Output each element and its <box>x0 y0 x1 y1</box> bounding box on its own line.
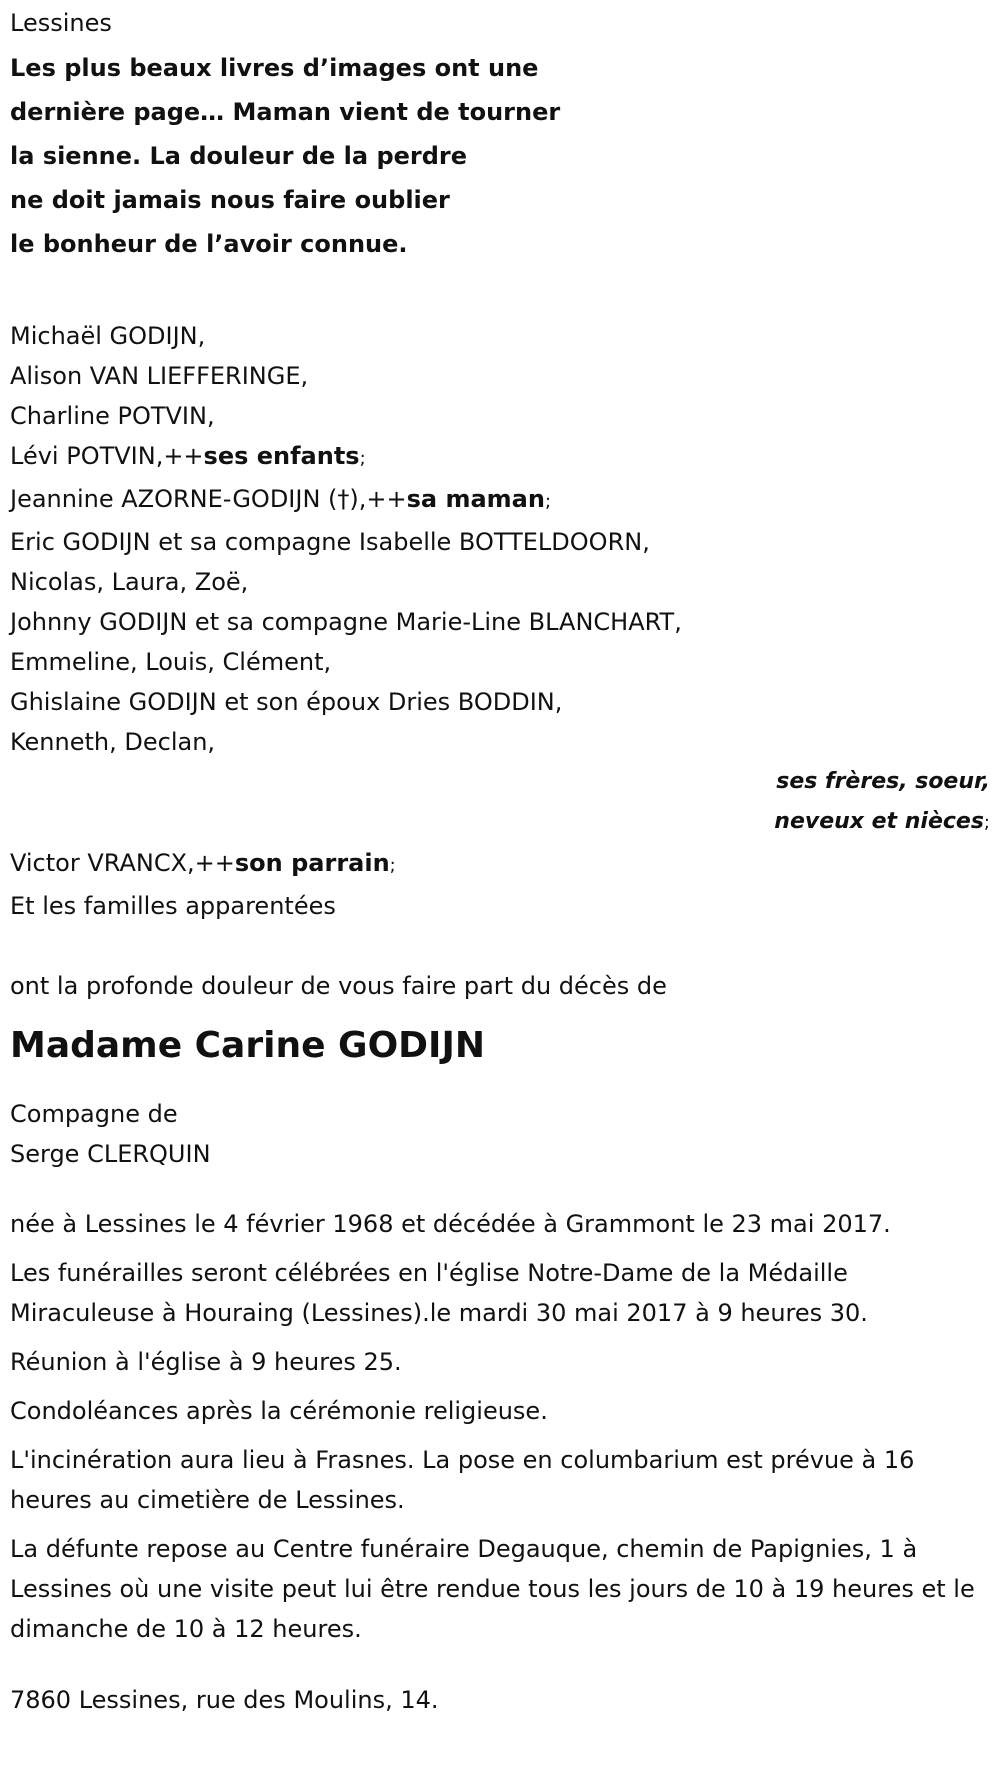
family-line: Ghislaine GODIJN et son époux Dries BODDIN, <box>10 688 563 716</box>
family-line: Et les familles apparentées <box>10 892 336 920</box>
family-line: Charline POTVIN, <box>10 402 215 430</box>
semicolon: ; <box>359 448 366 469</box>
poem-line: la sienne. La douleur de la perdre <box>10 142 468 170</box>
family-member: Victor VRANCX,++ <box>10 849 235 877</box>
partner-label: Compagne de <box>10 1100 178 1128</box>
semicolon: ; <box>544 491 552 512</box>
visitation-text: La défunte repose au Centre funéraire Degauque, chemin de Papignies, 1 à Lessines où une visite peut lui être rendue tous les jours de 10 à 19 heures et le dimanche de 10 à 12 heures. <box>10 1535 975 1643</box>
deceased-name: Madame Carine GODIJN <box>10 1025 485 1066</box>
family-line: Nicolas, Laura, Zoë, <box>10 568 249 596</box>
partner-name: Serge CLERQUIN <box>10 1140 211 1168</box>
family-line: Eric GODIJN et sa compagne Isabelle BOTTELDOORN, <box>10 528 650 556</box>
family-line <box>10 479 990 522</box>
family-line <box>10 436 990 479</box>
address-text: 7860 Lessines, rue des Moulins, 14. <box>10 1686 439 1714</box>
relation-label: son parrain <box>234 849 390 877</box>
poem-line: Les plus beaux livres d’images ont une <box>10 54 539 82</box>
birth-death-text: née à Lessines le 4 février 1968 et décédée à Grammont le 23 mai 2017. <box>10 1210 891 1238</box>
poem-line: ne doit jamais nous faire oublier <box>10 186 450 214</box>
family-line: Emmeline, Louis, Clément, <box>10 648 332 676</box>
condolences-text: Condoléances après la cérémonie religieuse. <box>10 1397 548 1425</box>
poem-line: le bonheur de l’avoir connue. <box>10 230 408 258</box>
poem <box>10 46 990 266</box>
semicolon: ; <box>983 812 990 833</box>
relation-label <box>10 802 990 843</box>
relation-label: ses enfants <box>203 442 360 470</box>
meeting-text: Réunion à l'église à 9 heures 25. <box>10 1348 402 1376</box>
family-line: Alison VAN LIEFFERINGE, <box>10 362 309 390</box>
obituary-page <box>10 0 990 1720</box>
announcement-text: ont la profonde douleur de vous faire part du décès de <box>10 972 667 1000</box>
family-line <box>10 843 990 886</box>
cremation-text: L'incinération aura lieu à Frasnes. La pose en columbarium est prévue à 16 heures au cimetière de Lessines. <box>10 1446 915 1514</box>
semicolon: ; <box>389 855 396 876</box>
family-line: Kenneth, Declan, <box>10 728 216 756</box>
relation-label: ses frères, soeur, <box>776 769 990 794</box>
relation-label: sa maman <box>406 485 545 513</box>
siblings-relation <box>10 762 990 843</box>
poem-line: dernière page… Maman vient de tourner <box>10 98 561 126</box>
family-member: Lévi POTVIN,++ <box>10 442 204 470</box>
family-member: Jeannine AZORNE-GODIJN (†),++ <box>10 485 407 513</box>
family-line: Michaël GODIJN, <box>10 322 206 350</box>
header-city: Lessines <box>10 9 112 37</box>
family-line: Johnny GODIJN et sa compagne Marie-Line BLANCHART, <box>10 608 682 636</box>
funeral-text: Les funérailles seront célébrées en l'église Notre-Dame de la Médaille Miraculeuse à Houraing (Lessines).le mardi 30 mai 2017 à 9 heures 30. <box>10 1259 868 1327</box>
relation-text: neveux et nièces <box>774 809 984 834</box>
family-list <box>10 316 990 926</box>
